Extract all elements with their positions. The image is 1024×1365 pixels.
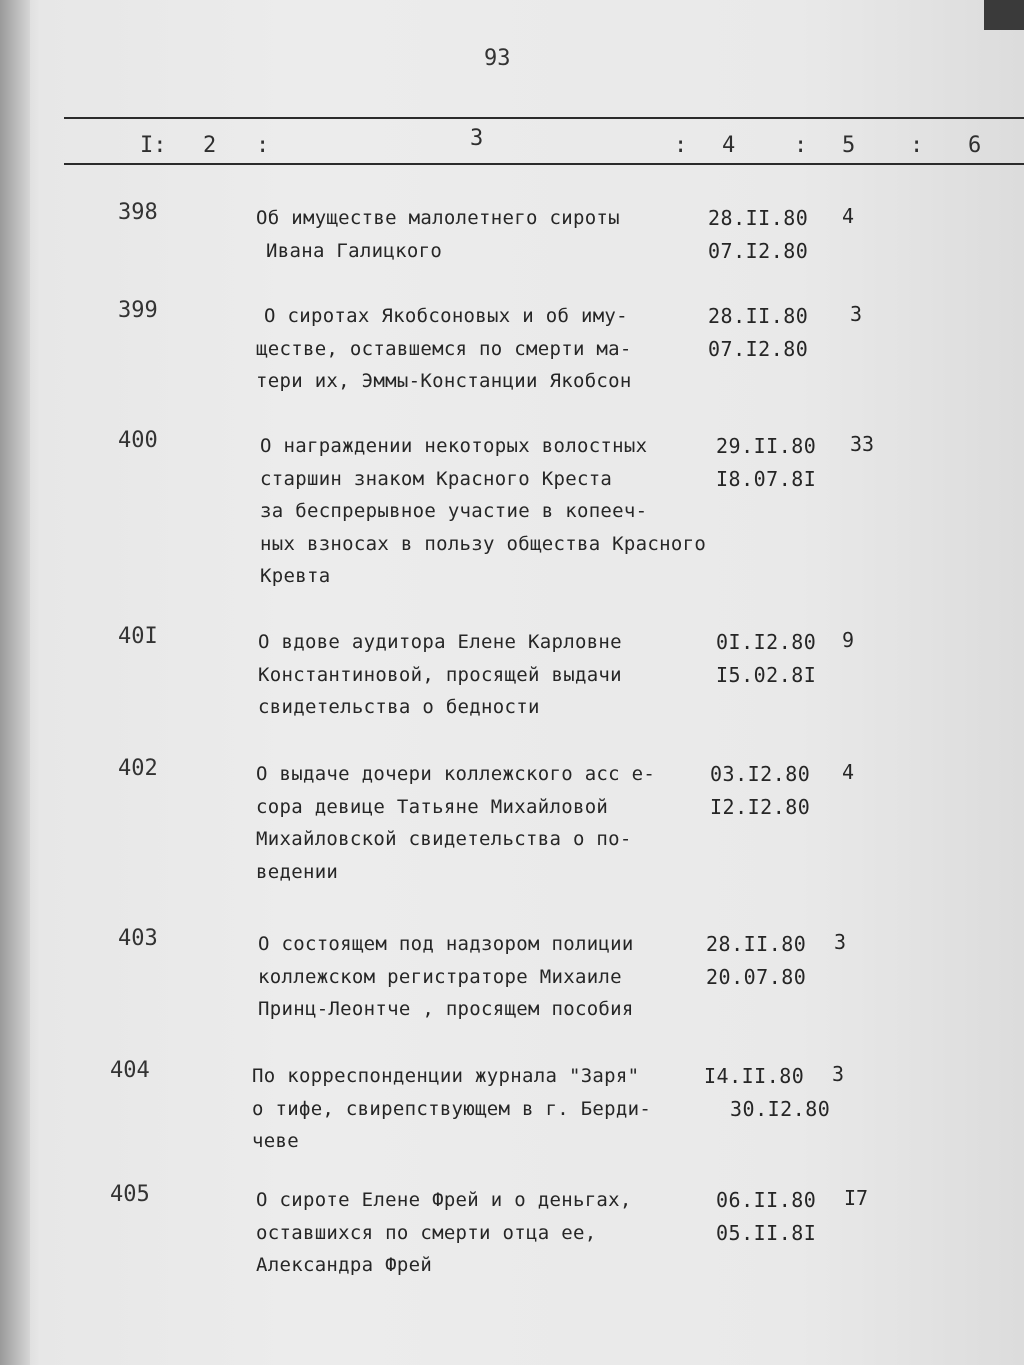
entry-dates: [708, 202, 808, 267]
column-header-3: 3: [470, 126, 484, 151]
entry-number: 405: [110, 1182, 150, 1207]
entry-title-line: О сиротах Якобсоновых и об иму-: [264, 305, 628, 327]
entry-title-line: старшин знаком Красного Креста: [260, 467, 613, 490]
entry-title-line: Константиновой, просящей выдачи: [258, 663, 622, 686]
entry-end-date: 30.I2.80: [730, 1096, 831, 1121]
entry-title-line: О награждении некоторых волостных: [260, 435, 648, 457]
column-header-4: 4: [722, 133, 736, 158]
column-header-5: 5: [842, 133, 856, 158]
entry-title: [258, 928, 634, 1026]
entry-end-date: I2.I2.80: [710, 794, 811, 819]
entry-sheet-count: 3: [834, 930, 847, 954]
entry-title-line: О сироте Елене Фрей и о деньгах,: [256, 1189, 632, 1211]
column-separator: :: [910, 133, 924, 158]
entry-title-line: По корреспонденции журнала "Заря": [252, 1065, 640, 1087]
column-separator: :: [794, 133, 808, 158]
entry-start-date: 28.II.80: [708, 304, 809, 328]
entry-title-line: о тифе, свирепствующем в г. Берди-: [252, 1097, 652, 1120]
entry-title-line: Об имуществе малолетнего сироты: [256, 207, 620, 229]
entry-number: 40I: [118, 624, 158, 649]
page-number: 93: [484, 46, 511, 71]
entry-title: [256, 300, 632, 398]
entry-dates: [716, 430, 816, 495]
entry-start-date: I4.II.80: [704, 1064, 805, 1088]
entry-title-line: оставшихся по смерти отца ее,: [256, 1221, 597, 1244]
entry-title-line: ведении: [256, 860, 339, 883]
column-separator: :: [674, 133, 688, 158]
entry-title-line: Михайловской свидетельства о по-: [256, 828, 632, 850]
entry-title-line: Принц-Леонтче , просящем пособия: [258, 998, 634, 1020]
column-separator: :: [256, 133, 270, 158]
entry-title-line: сора девице Татьяне Михайловой: [256, 795, 609, 818]
entry-title: [256, 758, 655, 888]
entry-title: [252, 1060, 651, 1158]
entry-dates: [710, 758, 810, 823]
entry-sheet-count: 9: [842, 628, 855, 652]
entry-title-line: О выдаче дочери коллежского асс е-: [256, 763, 656, 785]
entry-start-date: 28.II.80: [706, 932, 807, 956]
entry-start-date: 03.I2.80: [710, 762, 811, 786]
entry-dates: [716, 1184, 816, 1249]
entry-number: 400: [118, 428, 158, 453]
entry-title: [258, 626, 622, 724]
entry-number: 404: [110, 1058, 150, 1083]
entry-title-line: чеве: [252, 1130, 299, 1152]
entry-sheet-count: 3: [850, 302, 863, 326]
entry-start-date: 29.II.80: [716, 434, 817, 458]
entry-number: 402: [118, 756, 158, 781]
entry-title-line: ществе, оставшемся по смерти ма-: [256, 337, 632, 360]
entry-title-line: Ивана Галицкого: [266, 239, 443, 262]
column-header-2: 2: [203, 133, 217, 158]
entry-number: 403: [118, 926, 158, 951]
entry-title-line: ных взносах в пользу общества Красного: [260, 532, 707, 555]
header-bottom-rule: [64, 163, 1024, 165]
entry-start-date: 28.II.80: [708, 206, 809, 230]
entry-title-line: О вдове аудитора Елене Карловне: [258, 631, 622, 653]
entry-title-line: свидетельства о бедности: [258, 696, 540, 718]
entry-dates: [708, 300, 808, 365]
entry-sheet-count: I7: [844, 1186, 869, 1210]
entry-title-line: коллежском регистраторе Михаиле: [258, 965, 622, 988]
page-binding-shadow: [0, 0, 30, 1365]
entry-title: [256, 1184, 632, 1282]
entry-title-line: за беспрерывное участие в копееч-: [260, 500, 648, 522]
header-top-rule: [64, 117, 1024, 119]
entry-dates: [716, 626, 816, 691]
entry-end-date: I5.02.8I: [716, 662, 817, 687]
entry-title-line: О состоящем под надзором полиции: [258, 933, 634, 955]
entry-end-date: 07.I2.80: [708, 336, 809, 361]
entry-title: [260, 430, 706, 593]
entry-number: 399: [118, 298, 158, 323]
entry-end-date: 07.I2.80: [708, 238, 809, 263]
entry-title-line: Александра Фрей: [256, 1254, 433, 1276]
entry-title-line: Кревта: [260, 565, 331, 587]
column-header-6: 6: [968, 133, 982, 158]
page-corner-shadow: [984, 0, 1024, 30]
entry-sheet-count: 4: [842, 760, 855, 784]
entry-end-date: 20.07.80: [706, 964, 807, 989]
entry-dates: [706, 928, 806, 993]
entry-title: [256, 202, 620, 267]
entry-end-date: I8.07.8I: [716, 466, 817, 491]
column-header-1: I:: [140, 133, 167, 158]
entry-number: 398: [118, 200, 158, 225]
entry-start-date: 06.II.80: [716, 1188, 817, 1212]
entry-title-line: тери их, Эммы-Констанции Якобсон: [256, 370, 632, 392]
entry-sheet-count: 4: [842, 204, 855, 228]
entry-dates: [704, 1060, 830, 1125]
entry-end-date: 05.II.8I: [716, 1220, 817, 1245]
entry-sheet-count: 3: [832, 1062, 845, 1086]
entry-start-date: 0I.I2.80: [716, 630, 817, 654]
entry-sheet-count: 33: [850, 432, 875, 456]
